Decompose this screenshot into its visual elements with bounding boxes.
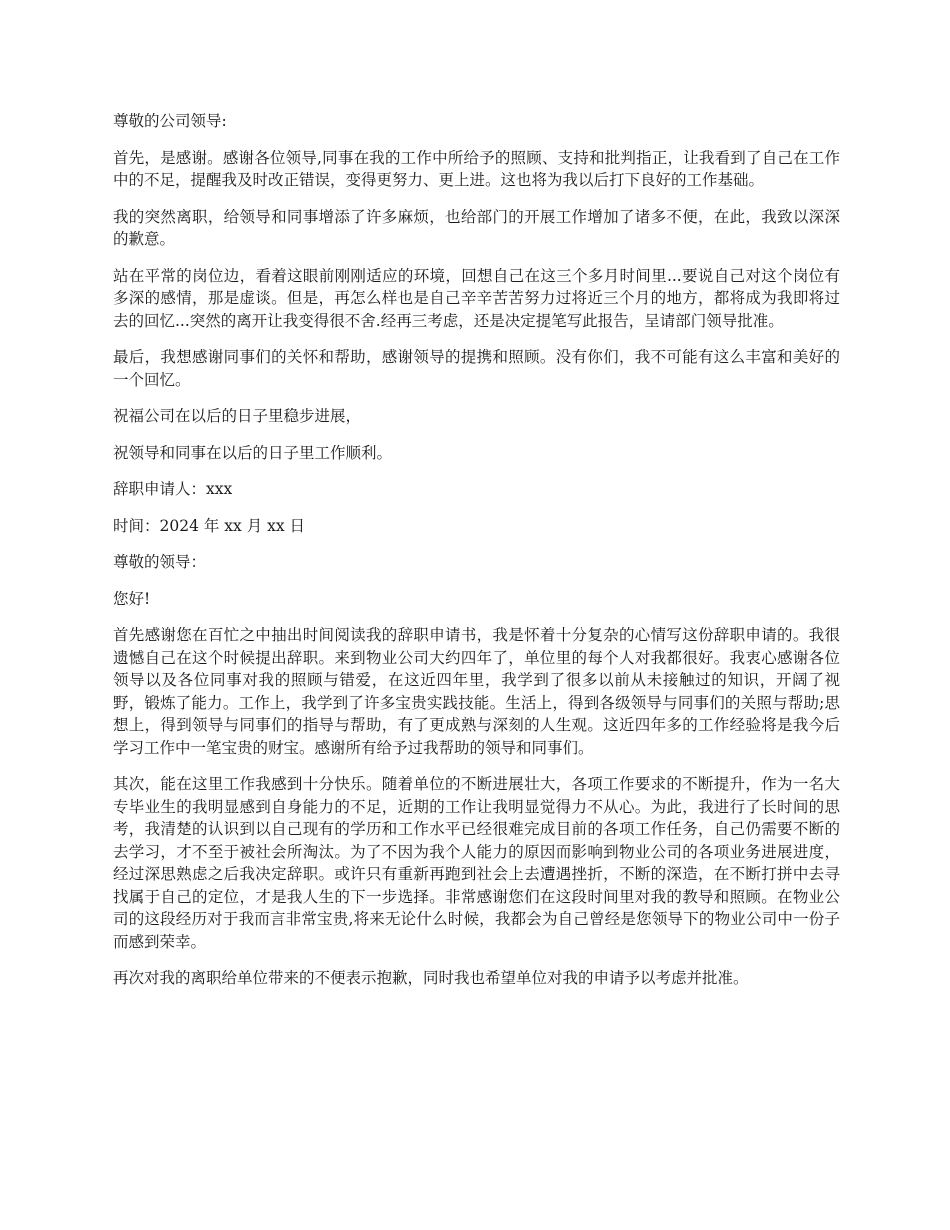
closing-line: 祝福公司在以后的日子里稳步进展， <box>113 407 362 425</box>
paragraph: 再次对我的离职给单位带来的不便表示抱歉，同时我也希望单位对我的申请予以考虑并批准。 <box>113 969 749 987</box>
document-body <box>113 110 840 1004</box>
closing-line: 祝领导和同事在以后的日子里工作顺利。 <box>113 443 393 462</box>
salutation: 尊敬的公司领导: <box>113 112 227 130</box>
paragraph: 我的突然离职，给领导和同事增添了许多麻烦，也给部门的开展工作增加了诸多不便，在此，我致以深深的歉意。 <box>113 207 840 248</box>
paragraph: 首先，是感谢。感谢各位领导,同事在我的工作中所给予的照顾、支持和批判指正，让我看到了自己在工作中的不足，提醒我及时改正错误，变得更努力、更上进。这也将为我以后打下良好的工作基础。 <box>113 148 840 189</box>
salutation: 尊敬的领导： <box>113 553 207 571</box>
signature-line: 辞职申请人：xxx <box>113 480 233 498</box>
paragraph: 最后，我想感谢同事们的关怀和帮助，感谢领导的提携和照顾。没有你们，我不可能有这么丰富和美好的一个回忆。 <box>113 348 840 389</box>
greeting: 您好! <box>113 589 151 608</box>
date-line: 时间：2024 年 xx 月 xx 日 <box>113 516 306 535</box>
paragraph: 其次，能在这里工作我感到十分快乐。随着单位的不断进展壮大，各项工作要求的不断提升，作为一名大专毕业生的我明显感到自身能力的不足，近期的工作让我明显觉得力不从心。为此，我进行了长时间的思考，我清楚的认识到以自己现有的学历和工作水平已经很难完成目前的各项工作任务，自己仍需要不断的去学习，才不至于被社会所淘汰。为了不因为我个人能力的原因而影响到物业公司的各项业务进展进度，经过深思熟虑之后我决定辞职。或许只有重新再跑到社会上去遭遇挫折，不断的深造，在不断打拼中去寻找属于自己的定位，才是我人生的下一步选择。非常感谢您们在这段时间里对我的教导和照顾。在物业公司的这段经历对于我而言非常宝贵,将来无论什么时候，我都会为自己曾经是您领导下的物业公司中一份子而感到荣幸。 <box>113 775 840 951</box>
paragraph: 首先感谢您在百忙之中抽出时间阅读我的辞职申请书，我是怀着十分复杂的心情写这份辞职申请的。我很遗憾自己在这个时候提出辞职。来到物业公司大约四年了，单位里的每个人对我都很好。我衷心感谢各位领导以及各位同事对我的照顾与错爱，在这近四年里，我学到了很多以前从未接触过的知识，开阔了视野，锻炼了能力。工作上，我学到了许多宝贵实践技能。生活上，得到各级领导与同事们的关照与帮助;思想上，得到领导与同事们的指导与帮助，有了更成熟与深刻的人生观。这近四年多的工作经验将是我今后学习工作中一笔宝贵的财宝。感谢所有给予过我帮助的领导和同事们。 <box>113 626 840 757</box>
paragraph: 站在平常的岗位边，看着这眼前刚刚适应的环境，回想自己在这三个多月时间里...要说自己对这个岗位有多深的感情，那是虚谈。但是，再怎么样也是自己辛辛苦苦努力过将近三个月的地方，都将成为我即将过去的回忆...突然的离开让我变得很不舍.经再三考虑，还是决定提笔写此报告，呈请部门领导批准。 <box>113 266 840 330</box>
